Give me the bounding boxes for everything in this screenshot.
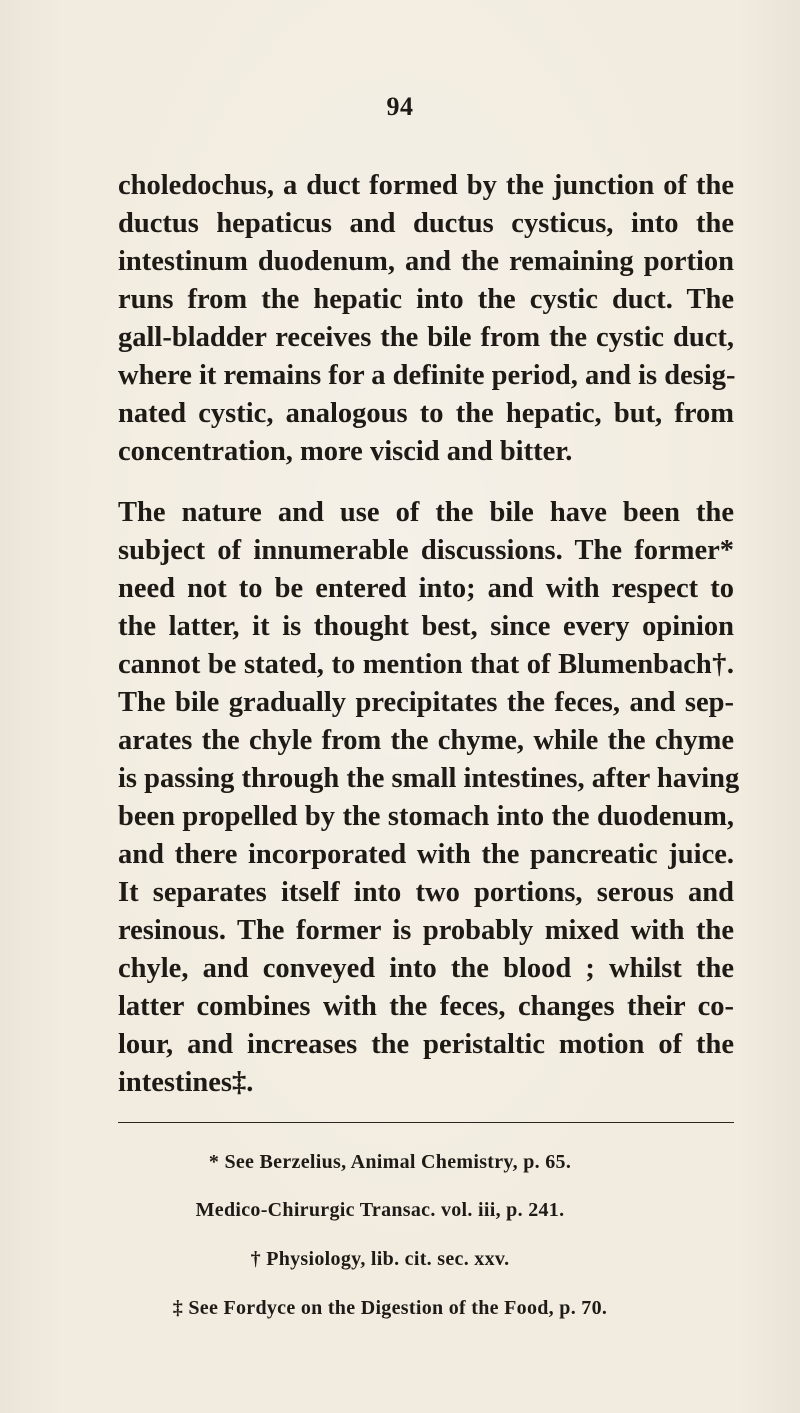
footnote-medico-chirurgic: Medico-Chirurgic Transac. vol. iii, p. 241.: [195, 1199, 565, 1221]
text-line: concentration, more viscid and bitter.: [118, 436, 573, 467]
text-line: lour, and increases the peristaltic motion of the: [118, 1029, 734, 1060]
page-number: 94: [386, 92, 414, 121]
paragraph-2: [118, 494, 740, 1102]
text-line: ductus hepaticus and ductus cysticus, into the: [118, 208, 734, 239]
text-line: It separates itself into two portions, serous and: [118, 877, 734, 908]
text-line: subject of innumerable discussions. The former*: [118, 535, 734, 566]
footnote-physiology: † Physiology, lib. cit. sec. xxv.: [250, 1248, 510, 1270]
text-line: runs from the hepatic into the cystic duct. The: [118, 284, 734, 315]
text-line: intestines‡.: [118, 1067, 254, 1098]
text-line: latter combines with the feces, changes their co-: [118, 991, 734, 1022]
text-line: chyle, and conveyed into the blood ; whilst the: [118, 953, 734, 984]
text-line: The bile gradually precipitates the feces, and sep-: [118, 687, 734, 718]
text-line: and there incorporated with the pancreatic juice.: [118, 839, 734, 870]
text-line: been propelled by the stomach into the duodenum,: [118, 801, 734, 832]
text-line: The nature and use of the bile have been the: [118, 497, 734, 528]
text-line: choledochus, a duct formed by the junction of the: [118, 170, 734, 201]
text-line: arates the chyle from the chyme, while the chyme: [118, 725, 734, 756]
text-line: is passing through the small intestines, after having: [118, 763, 740, 794]
footnote-berzelius: * See Berzelius, Animal Chemistry, p. 65.: [208, 1151, 572, 1173]
text-line: cannot be stated, to mention that of Blumenbach†.: [118, 649, 734, 680]
footnote-fordyce: ‡ See Fordyce on the Digestion of the Food, p. 70.: [172, 1297, 608, 1319]
paragraph-1: [118, 167, 734, 471]
text-line: resinous. The former is probably mixed with the: [118, 915, 734, 946]
text-line: where it remains for a definite period, and is desig-: [118, 360, 736, 391]
text-line: gall-bladder receives the bile from the cystic duct,: [118, 322, 734, 353]
text-line: the latter, it is thought best, since every opinion: [118, 611, 734, 642]
footnote-divider: [118, 1122, 734, 1123]
text-line: nated cystic, analogous to the hepatic, but, from: [118, 398, 734, 429]
text-line: intestinum duodenum, and the remaining portion: [118, 246, 734, 277]
text-line: need not to be entered into; and with respect to: [118, 573, 734, 604]
